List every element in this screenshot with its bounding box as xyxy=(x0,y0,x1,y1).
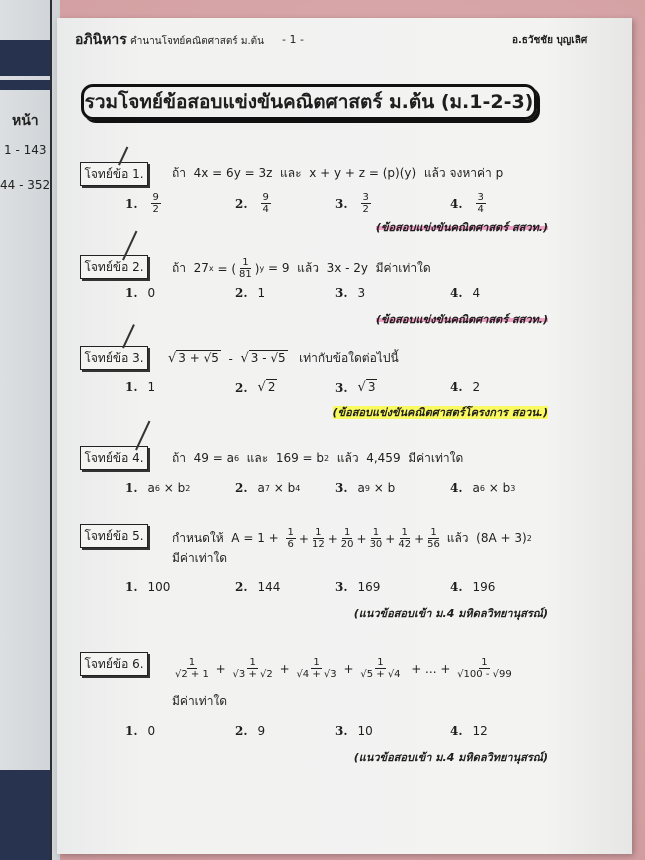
numerator: 1 xyxy=(401,527,408,538)
radicand: 2 xyxy=(267,380,276,394)
exponent: 6 xyxy=(154,483,160,493)
choice-number: 1. xyxy=(125,481,138,495)
fraction xyxy=(175,657,209,680)
exponent: 3 xyxy=(510,483,516,493)
answer-choice xyxy=(450,286,480,300)
choice-number: 2. xyxy=(235,580,248,594)
choice-number: 3. xyxy=(335,196,348,211)
numerator: 1 xyxy=(249,657,256,668)
math-text: กำหนดให้ A = 1 + xyxy=(172,531,283,545)
math-text: a xyxy=(147,481,155,495)
exponent: 7 xyxy=(264,483,270,493)
choice-number: 2. xyxy=(235,286,248,300)
denominator: 12 xyxy=(311,539,325,550)
answer-choice xyxy=(235,286,265,300)
numerator: 1 xyxy=(481,657,488,668)
math-text: 100 xyxy=(147,580,171,594)
denominator: 81 xyxy=(239,269,252,280)
fraction xyxy=(261,192,271,215)
math-text: 0 xyxy=(147,286,156,300)
source-note xyxy=(354,604,548,622)
choice-number: 3. xyxy=(335,580,348,594)
math-text: มีค่าเท่าใด xyxy=(172,551,228,565)
exponent: x xyxy=(208,264,214,273)
square-root xyxy=(258,380,278,395)
source-note xyxy=(376,218,548,236)
fraction xyxy=(239,257,252,280)
fraction xyxy=(296,657,336,680)
exponent: 6 xyxy=(479,483,485,493)
question-text xyxy=(172,692,227,711)
math-text: = 9 แล้ว 3x - 2y มีค่าเท่าใด xyxy=(264,261,431,275)
math-text: 2 xyxy=(472,380,481,394)
answer-choice xyxy=(450,724,488,738)
numerator: 1 xyxy=(372,527,380,538)
math-text: a xyxy=(472,481,480,495)
answer-choice xyxy=(335,192,374,215)
side-range: 44 - 352 xyxy=(0,178,51,192)
source-text: (แนวข้อสอบเข้า ม.4 มหิดลวิทยานุสรณ์) xyxy=(353,751,548,764)
fraction xyxy=(151,192,161,215)
math-text: + xyxy=(339,661,358,676)
choice-number: 2. xyxy=(235,724,248,738)
question-text xyxy=(172,449,463,468)
square-root xyxy=(241,351,288,366)
numerator: 1 xyxy=(287,527,294,538)
fraction xyxy=(360,657,400,680)
math-text: + xyxy=(275,661,294,676)
choice-number: 3. xyxy=(335,724,348,738)
math-text: + xyxy=(327,531,338,546)
radical-sign: √ xyxy=(357,380,366,395)
math-text: + xyxy=(414,531,425,546)
radicand: 3 + √5 xyxy=(178,351,219,365)
answer-choice xyxy=(335,380,377,395)
choice-number: 1. xyxy=(125,286,138,300)
answer-choice xyxy=(125,380,155,394)
numerator: 1 xyxy=(188,657,196,668)
author: อ.ธวัชชัย บุญเลิศ xyxy=(512,35,588,46)
math-text: และ 169 = b xyxy=(239,451,325,465)
fraction xyxy=(286,527,296,550)
answer-choice xyxy=(125,192,164,215)
radical-sign: √ xyxy=(257,380,266,395)
answer-choice xyxy=(335,286,365,300)
choice-number: 4. xyxy=(450,380,463,394)
question-label: โจทย์ข้อ 4. xyxy=(80,446,148,470)
answer-choice xyxy=(335,580,380,594)
numerator: 3 xyxy=(362,192,369,203)
denominator: √4 + √3 xyxy=(296,669,337,680)
brand: อภินิหาร xyxy=(75,32,127,48)
choice-number: 4. xyxy=(450,286,463,300)
answer-choice xyxy=(125,724,155,738)
numerator: 9 xyxy=(152,192,159,203)
math-text: 196 xyxy=(472,580,496,594)
radicand: 3 xyxy=(367,380,376,394)
exponent: 2 xyxy=(324,454,330,463)
fraction xyxy=(233,657,273,680)
math-text: + ... + xyxy=(403,661,455,676)
source-note xyxy=(333,403,548,421)
fraction xyxy=(361,192,371,215)
math-text: = ( xyxy=(213,261,237,276)
answer-choice xyxy=(235,580,280,594)
answer-choice xyxy=(125,286,155,300)
exponent: 6 xyxy=(233,454,240,463)
choice-number: 1. xyxy=(125,380,138,394)
math-text: เท่ากับข้อใดต่อไปนี้ xyxy=(287,351,399,365)
side-range: 1 - 143 xyxy=(4,143,47,157)
question-label: โจทย์ข้อ 2. xyxy=(80,255,148,279)
exponent: 9 xyxy=(364,483,370,493)
question-text xyxy=(172,527,532,550)
radicand: 3 - √5 xyxy=(250,351,286,365)
math-text: 10 xyxy=(357,724,373,738)
question-text xyxy=(172,164,503,183)
exponent: 4 xyxy=(295,483,301,493)
answer-choice xyxy=(125,580,170,594)
answer-choice xyxy=(235,192,274,215)
answer-choice xyxy=(235,380,277,395)
numerator: 9 xyxy=(262,192,269,203)
choice-number: 1. xyxy=(125,724,138,738)
denominator: 4 xyxy=(262,204,269,215)
fraction xyxy=(457,657,512,680)
book-band xyxy=(0,40,50,76)
denominator: 4 xyxy=(477,204,484,215)
denominator: 2 xyxy=(152,204,159,215)
question-label: โจทย์ข้อ 6. xyxy=(80,652,148,676)
question-text xyxy=(168,349,399,368)
radical-sign: √ xyxy=(240,351,249,366)
answer-choice xyxy=(335,481,395,495)
answer-choice xyxy=(125,481,190,495)
book-spine xyxy=(50,0,52,860)
math-text: 1 xyxy=(147,380,156,394)
math-text: 0 xyxy=(147,724,156,738)
answer-choice xyxy=(450,192,489,215)
math-text: ถ้า 27 xyxy=(172,261,209,275)
choice-number: 1. xyxy=(125,580,138,594)
math-text: 144 xyxy=(257,580,281,594)
header-left xyxy=(75,29,264,51)
math-text: a xyxy=(257,481,265,495)
answer-choice xyxy=(235,481,300,495)
answer-choice xyxy=(450,481,515,495)
numerator: 3 xyxy=(477,192,484,203)
question-label: โจทย์ข้อ 5. xyxy=(80,524,148,548)
math-text: × b xyxy=(484,481,511,495)
fraction xyxy=(370,527,383,550)
denominator: √100 - √99 xyxy=(457,669,512,680)
math-text: 1 xyxy=(257,286,266,300)
math-text: × b xyxy=(159,481,186,495)
math-text: 9 xyxy=(257,724,266,738)
denominator: √3 + √2 xyxy=(232,669,273,680)
question-label: โจทย์ข้อ 3. xyxy=(80,346,148,370)
denominator: 2 xyxy=(362,204,369,215)
math-text: 169 xyxy=(357,580,381,594)
question-text xyxy=(172,257,431,280)
page-number: - 1 - xyxy=(282,33,304,46)
math-text: 3 xyxy=(357,286,366,300)
choice-number: 3. xyxy=(335,481,348,495)
denominator: √5 + √4 xyxy=(360,669,401,680)
source-text: (ข้อสอบแข่งขันคณิตศาสตร์ สสวท.) xyxy=(376,221,548,234)
math-text: + xyxy=(356,531,367,546)
book-band xyxy=(0,80,50,90)
numerator: 1 xyxy=(242,257,249,268)
header-subject: คำนานโจทย์คณิตศาสตร์ ม.ต้น xyxy=(130,36,264,47)
side-heading: หน้า xyxy=(12,113,39,129)
question-text xyxy=(172,657,515,680)
numerator: 1 xyxy=(377,657,384,668)
source-note xyxy=(354,748,548,766)
radical-sign: √ xyxy=(168,351,177,366)
exponent: 2 xyxy=(185,483,191,493)
exponent: y xyxy=(259,264,265,273)
fraction xyxy=(476,192,486,215)
math-text: × b xyxy=(369,481,396,495)
denominator: 20 xyxy=(340,539,354,550)
choice-number: 4. xyxy=(450,580,463,594)
math-text: 4 xyxy=(472,286,481,300)
choice-number: 2. xyxy=(235,380,248,395)
denominator: 6 xyxy=(287,539,294,550)
source-text: (ข้อสอบแข่งขันคณิตศาสตร์ สสวท.) xyxy=(376,313,548,326)
fraction xyxy=(427,527,440,550)
numerator: 1 xyxy=(430,527,437,538)
choice-number: 1. xyxy=(125,196,138,211)
math-text: + xyxy=(298,531,309,546)
math-text: 12 xyxy=(472,724,488,738)
numerator: 1 xyxy=(315,527,322,538)
math-text: + xyxy=(211,661,230,676)
fraction xyxy=(398,527,411,550)
choice-number: 4. xyxy=(450,196,463,211)
denominator: 56 xyxy=(427,539,440,550)
denominator: 30 xyxy=(369,539,383,550)
math-text: มีค่าเท่าใด xyxy=(172,694,228,708)
math-text: แล้ว (8A + 3) xyxy=(442,531,527,545)
math-text: × b xyxy=(269,481,296,495)
denominator: √2 + 1 xyxy=(175,669,209,680)
numerator: 1 xyxy=(343,527,351,538)
question-label: โจทย์ข้อ 1. xyxy=(80,162,148,186)
math-text: a xyxy=(357,481,365,495)
square-root xyxy=(358,380,378,395)
square-root xyxy=(168,351,221,366)
math-text: + xyxy=(385,531,396,546)
fraction xyxy=(341,527,354,550)
source-text: (ข้อสอบแข่งขันคณิตศาสตร์โครงการ สอวน.) xyxy=(332,406,548,419)
math-text: แล้ว 4,459 มีค่าเท่าใด xyxy=(329,451,464,465)
source-note xyxy=(376,310,548,328)
choice-number: 2. xyxy=(235,481,248,495)
answer-choice xyxy=(335,724,373,738)
math-text: - xyxy=(220,351,241,366)
choice-number: 3. xyxy=(335,286,348,300)
fraction xyxy=(312,527,325,550)
choice-number: 4. xyxy=(450,724,463,738)
math-text: ) xyxy=(254,261,260,276)
question-text xyxy=(172,549,227,568)
source-text: (แนวข้อสอบเข้า ม.4 มหิดลวิทยานุสรณ์) xyxy=(353,607,548,620)
math-text: ถ้า 49 = a xyxy=(172,451,234,465)
choice-number: 3. xyxy=(335,380,348,395)
math-text: ถ้า 4x = 6y = 3z และ x + y + z = (p)(y) แล้ว จงหาค่า p xyxy=(172,166,504,180)
choice-number: 4. xyxy=(450,481,463,495)
answer-choice xyxy=(450,580,495,594)
answer-choice xyxy=(450,380,480,394)
answer-choice xyxy=(235,724,265,738)
page-title: รวมโจทย์ข้อสอบแข่งขันคณิตศาสตร์ ม.ต้น (ม.1-2-3) xyxy=(81,84,537,120)
book-band xyxy=(0,770,50,860)
choice-number: 2. xyxy=(235,196,248,211)
exponent: 2 xyxy=(526,534,532,543)
numerator: 1 xyxy=(313,657,320,668)
denominator: 42 xyxy=(398,539,412,550)
